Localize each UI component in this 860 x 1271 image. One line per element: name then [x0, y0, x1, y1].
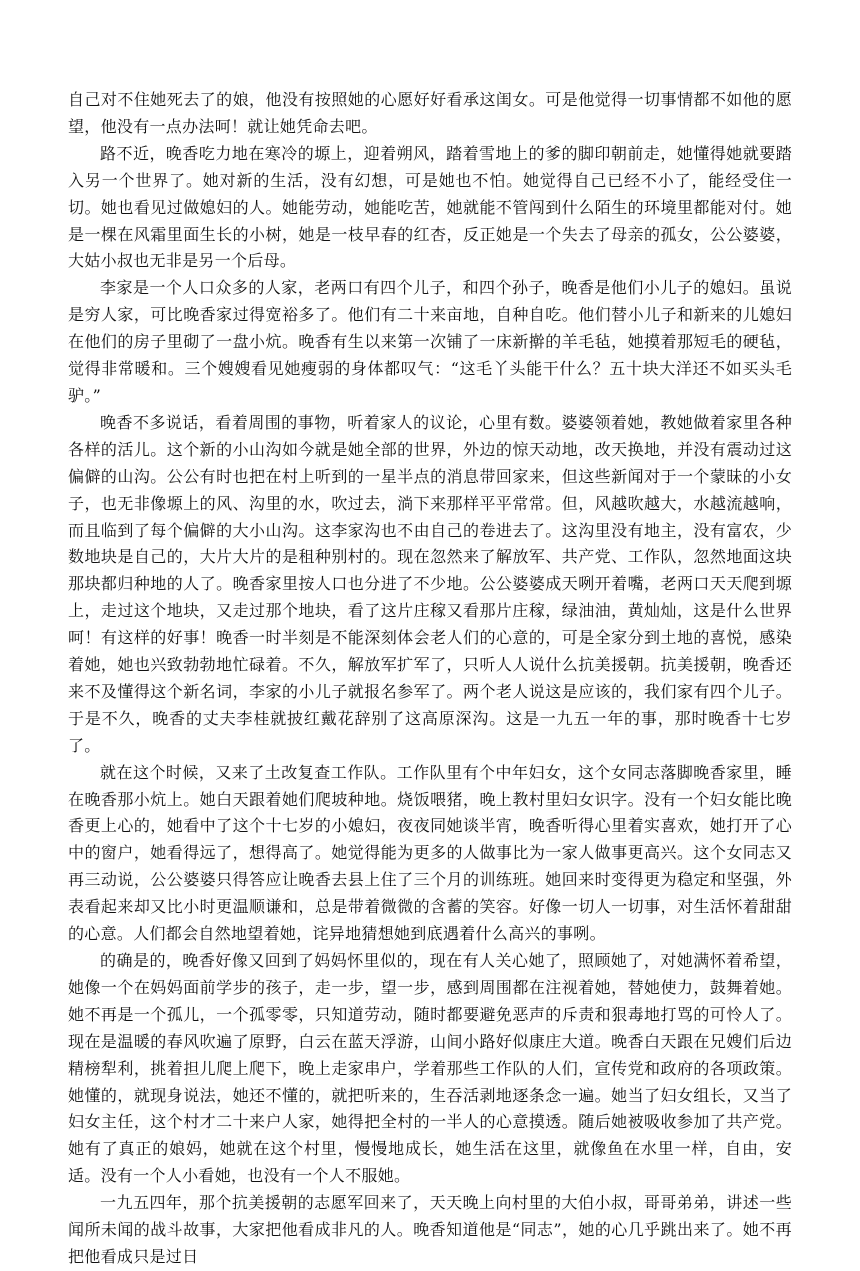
paragraph-4: 晚香不多说话，看着周围的事物，听着家人的议论，心里有数。婆婆领着她，教她做着家里各种各样的活儿。这个新的小山沟如今就是她全部的世界，外边的惊天动地，改天换地，并没有震动过这偏僻的山沟。公公有时也把在村上听到的一星半点的消息带回家来，但这些新闻对于一个蒙昧的小女子，也无非像塬上的风、沟里的水，吹过去，淌下来那样平平常常。但，风越吹越大，水越流越响，而且临到了每个偏僻的大小山沟。这李家沟也不由自己的卷进去了。这沟里没有地主，没有富农，少数地块是自己的，大片大片的是租种别村的。现在忽然来了解放军、共产党、工作队，忽然地面这块那块都归种地的人了。晚香家里按人口也分进了不少地。公公婆婆成天咧开着嘴，老两口天天爬到塬上，走过这个地块，又走过那个地块，看了这片庄稼又看那片庄稼，绿油油，黄灿灿，这是什么世界呵！有这样的好事！晚香一时半刻是不能深刻体会老人们的心意的，可是全家分到土地的喜悦，感染着她，她也兴致勃勃地忙碌着。不久，解放军扩军了，只听人人说什么抗美援朝。抗美援朝，晚香还来不及懂得这个新名词，李家的小儿子就报名参军了。两个老人说这是应该的，我们家有四个儿子。于是不久，晚香的丈夫李桂就披红戴花辞别了这高原深沟。这是一九五一年的事，那时晚香十七岁了。 [68, 412, 792, 755]
paragraph-6: 的确是的，晚香好像又回到了妈妈怀里似的，现在有人关心她了，照顾她了，对她满怀着希望，她像一个在妈妈面前学步的孩子，走一步，望一步，感到周围都在注视着她，替她使力，鼓舞着她。她不再是一个孤儿，一个孤零零，只知道劳动，随时都要避免恶声的斥责和狠毒地打骂的可怜人了。现在是温暖的春风吹遍了原野，白云在蓝天浮游，山间小路好似康庄大道。晚香白天跟在兄嫂们后边精榜犁利，挑着担儿爬上爬下，晚上走家串户，学着那些工作队的人们，宣传党和政府的各项政策。她懂的，就现身说法，她还不懂的，就把听来的，生吞活剥地逐条念一遍。她当了妇女组长，又当了妇女主任，这个村才二十来户人家，她得把全村的一半人的心意摸透。随后她被吸收参加了共产党。她有了真正的娘妈，她就在这个村里，慢慢地成长，她生活在这里，就像鱼在水里一样，自由，安适。没有一个人小看她，也没有一个人不服她。 [68, 951, 792, 1186]
paragraph-5: 就在这个时候，又来了土改复查工作队。工作队里有个中年妇女，这个女同志落脚晚香家里，睡在晚香那小炕上。她白天跟着她们爬坡种地。烧饭喂猪，晚上教村里妇女识字。没有一个妇女能比晚香更上心的，她看中了这个十七岁的小媳妇，夜夜同她谈半宵，晚香听得心里着实喜欢，她打开了心中的窗户，她看得远了，想得高了。她觉得能为更多的人做事比为一家人做事更高兴。这个女同志又再三动说，公公婆婆只得答应让晚香去县上住了三个月的训练班。她回来时变得更为稳定和坚强，外表看起来却又比小时更温顺谦和，总是带着微微的含蓄的笑容。好像一切人一切事，对生活怀着甜甜的心意。人们都会自然地望着她，诧异地猜想她到底遇着什么高兴的事咧。 [68, 762, 792, 944]
paragraph-2: 路不近，晚香吃力地在寒冷的塬上，迎着朔风，踏着雪地上的爹的脚印朝前走，她懂得她就要踏入另一个世界了。她对新的生活，没有幻想，可是她也不怕。她觉得自己已经不小了，能经受住一切。她也看见过做媳妇的人。她能劳动，她能吃苦，她就能不管闯到什么陌生的环境里都能对付。她是一棵在风霜里面生长的小树，她是一枝早春的红杏，反正她是一个失去了母亲的孤女，公公婆婆，大姑小叔也无非是另一个后母。 [68, 143, 792, 271]
paragraph-3: 李家是一个人口众多的人家，老两口有四个儿子，和四个孙子，晚香是他们小儿子的媳妇。虽说是穷人家，可比晚香家过得宽裕多了。他们有二十来亩地，自种自吃。他们替小儿子和新来的儿媳妇在他们的房子里砌了一盘小炕。晚香有生以来第一次铺了一床新擀的羊毛毡，她摸着那短毛的硬毡，觉得非常暖和。三个嫂嫂看见她瘦弱的身体都叹气：“这毛丫头能干什么？五十块大洋还不如买头毛驴。” [68, 278, 792, 405]
paragraph-7: 一九五四年，那个抗美援朝的志愿军回来了，天天晚上向村里的大伯小叔，哥哥弟弟，讲述一些闻所未闻的战斗故事，大家把他看成非凡的人。晚香知道他是“同志”，她的心几乎跳出来了。她不再把他看成只是过日 [68, 1193, 792, 1266]
paragraph-1: 自己对不住她死去了的娘，他没有按照她的心愿好好看承这闺女。可是他觉得一切事情都不如他的愿望，他没有一点办法呵！就让她凭命去吧。 [68, 90, 792, 136]
document-page [68, 87, 792, 1271]
